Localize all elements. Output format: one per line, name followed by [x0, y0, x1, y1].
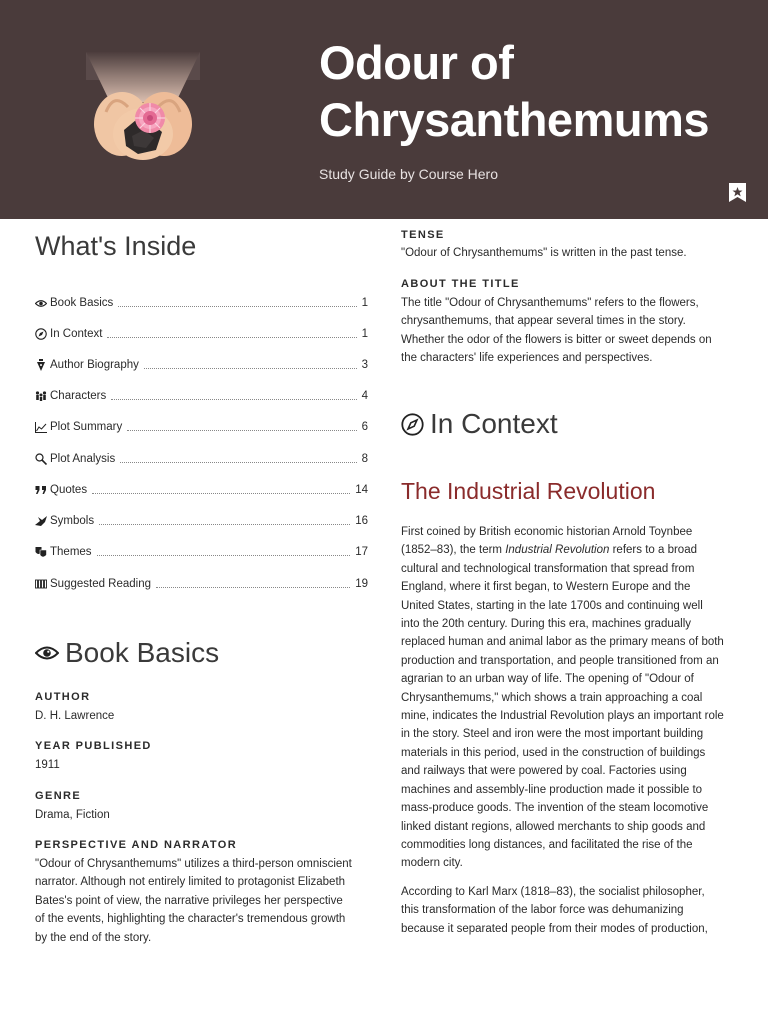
text-line: into the 20th century. During this era, machines gradually	[401, 618, 691, 631]
text-run: refers to a broad	[609, 544, 697, 557]
eye-icon	[35, 297, 47, 309]
in-context-heading	[401, 408, 558, 440]
toc-item-plot-analysis[interactable]	[35, 449, 368, 469]
toc-leader-dots	[118, 306, 356, 307]
compass-icon	[401, 413, 424, 436]
in-context-heading-text: In Context	[430, 408, 558, 439]
perspective-paragraph	[35, 855, 368, 947]
author-value: D. H. Lawrence	[35, 710, 115, 722]
text-line: and railways that were powered by coal. Factories using	[401, 765, 687, 778]
toc-item-author-biography[interactable]	[35, 355, 368, 375]
text-line: chrysanthemums, that appear several times in the story.	[401, 315, 686, 328]
text-line: narrator. Although not entirely limited to protagonist Elizabeth	[35, 876, 346, 889]
hands-holding-flower-illustration	[84, 52, 202, 170]
text-line: United States, starting in the late 1700s and continuing well	[401, 599, 703, 612]
people-icon	[35, 390, 47, 402]
toc-item-label: Author Biography	[50, 359, 139, 371]
tense-label: TENSE	[401, 229, 445, 241]
genre-value: Drama, Fiction	[35, 809, 110, 821]
text-line: the characters' life experiences and perspectives.	[401, 352, 653, 365]
toc-leader-dots	[92, 493, 350, 494]
toc-item-page: 4	[361, 390, 368, 402]
about-title-label: ABOUT THE TITLE	[401, 278, 520, 290]
text-line: According to Karl Marx (1818–83), the socialist philosopher,	[401, 886, 705, 898]
text-line: The title "Odour of Chrysanthemums" refers to the flowers,	[401, 297, 699, 309]
tense-value: "Odour of Chrysanthemums" is written in the past tense.	[401, 247, 687, 259]
text-line: materials in this period, used in the construction of buildings	[401, 746, 706, 759]
magnifier-icon	[35, 453, 47, 465]
toc-item-label: Plot Analysis	[50, 453, 116, 465]
text-line: England, where it first began, to Western Europe and the	[401, 581, 691, 594]
about-title-paragraph	[401, 294, 734, 368]
toc-item-label: Characters	[50, 390, 107, 402]
toc-heading: What's Inside	[35, 231, 197, 261]
text-line: machines and assembly-line production made it possible to	[401, 783, 703, 796]
toc-item-page: 1	[361, 297, 368, 309]
industrial-revolution-paragraph-1	[401, 523, 734, 873]
toc-item-label: Plot Summary	[50, 421, 123, 433]
text-line: production and transportation, and people transitioned from an	[401, 654, 719, 667]
toc-item-page: 1	[361, 328, 368, 340]
text-line: in the story. Steel and iron were the most important building	[401, 728, 704, 741]
toc-item-page: 14	[355, 484, 368, 496]
cover-header	[0, 0, 768, 219]
toc-item-page: 8	[361, 453, 368, 465]
toc-item-in-context[interactable]	[35, 324, 368, 344]
compass-icon	[35, 328, 47, 340]
toc-leader-dots	[111, 399, 356, 400]
toc-leader-dots	[107, 337, 356, 338]
toc-item-label: Themes	[50, 546, 92, 558]
genre-label: GENRE	[35, 790, 82, 802]
book-title-line-2: Chrysanthemums	[319, 93, 709, 146]
text-line: cultural and technological transformation that spread from	[401, 562, 695, 575]
text-line: this transformation of the labor force was dehumanizing	[401, 904, 684, 917]
toc-leader-dots	[127, 430, 356, 431]
toc-item-page: 19	[355, 578, 368, 590]
toc-item-label: In Context	[50, 328, 103, 340]
toc-item-book-basics[interactable]	[35, 293, 368, 313]
toc-item-label: Book Basics	[50, 297, 114, 309]
text-line: replaced human and animal labor as the primary means of both	[401, 636, 724, 649]
bookmark-star-icon[interactable]	[728, 182, 747, 203]
book-basics-heading	[35, 637, 219, 669]
text-line: agrarian to an urban way of life. The opening of "Odour of	[401, 673, 694, 686]
book-subtitle: Study Guide by Course Hero	[319, 166, 498, 182]
text-line: commodities long distances, and facilitated the rise of the	[401, 838, 693, 851]
toc-leader-dots	[156, 587, 350, 588]
year-published-label: YEAR PUBLISHED	[35, 740, 152, 752]
text-line: First coined by British economic historian Arnold Toynbee	[401, 526, 693, 538]
toc-leader-dots	[97, 555, 351, 556]
text-run: (1852–83), the term	[401, 544, 506, 557]
year-published-value: 1911	[35, 759, 60, 771]
text-line: mass-produce goods. The invention of the steam locomotive	[401, 802, 709, 815]
toc-item-symbols[interactable]	[35, 511, 368, 531]
quote-icon	[35, 484, 47, 496]
toc-item-characters[interactable]	[35, 386, 368, 406]
toc-item-page: 16	[355, 515, 368, 527]
industrial-revolution-subheading: The Industrial Revolution	[401, 478, 656, 504]
toc-leader-dots	[99, 524, 350, 525]
book-title-line-1: Odour of	[319, 36, 514, 89]
toc-leader-dots	[144, 368, 357, 369]
toc-leader-dots	[120, 462, 356, 463]
pen-nib-icon	[35, 359, 47, 371]
text-line: mine, indicates the Industrial Revolution plays an important role	[401, 710, 724, 723]
text-line: of the events, highlighting the character's tremendous growth	[35, 913, 346, 926]
books-icon	[35, 578, 47, 590]
text-line: Whether the odor of the flowers is bitter or sweet depends on	[401, 333, 712, 346]
line-graph-icon	[35, 421, 47, 433]
toc-item-page: 3	[361, 359, 368, 371]
text-line: by the end of the story.	[35, 931, 152, 944]
bird-icon	[35, 515, 47, 527]
toc-item-label: Symbols	[50, 515, 95, 527]
book-title	[319, 34, 759, 148]
text-line: modern city.	[401, 857, 463, 870]
toc-item-label: Suggested Reading	[50, 578, 152, 590]
text-line: Chrysanthemums," which shows a train approaching a coal	[401, 691, 703, 704]
author-label: AUTHOR	[35, 691, 91, 703]
toc-item-plot-summary[interactable]	[35, 417, 368, 437]
masks-icon	[35, 546, 47, 558]
text-line: Bates's point of view, the narrative privileges her perspective	[35, 894, 343, 907]
book-basics-heading-text: Book Basics	[65, 637, 220, 668]
toc-item-suggested-reading[interactable]	[35, 574, 368, 594]
text-line: "Odour of Chrysanthemums" utilizes a third-person omniscient	[35, 858, 352, 870]
toc-item-page: 17	[355, 546, 368, 558]
text-line	[401, 541, 734, 559]
industrial-revolution-paragraph-2	[401, 883, 734, 938]
text-line: linked distant regions, allowed merchants to ship goods and	[401, 820, 706, 833]
toc-item-themes[interactable]	[35, 542, 368, 562]
italic-term: Industrial Revolution	[505, 544, 610, 557]
text-line: because it separated people from their modes of production,	[401, 922, 708, 935]
toc-item-page: 6	[361, 421, 368, 433]
perspective-label: PERSPECTIVE AND NARRATOR	[35, 839, 238, 851]
toc-item-label: Quotes	[50, 484, 88, 496]
eye-icon	[35, 645, 59, 661]
toc-item-quotes[interactable]	[35, 480, 368, 500]
